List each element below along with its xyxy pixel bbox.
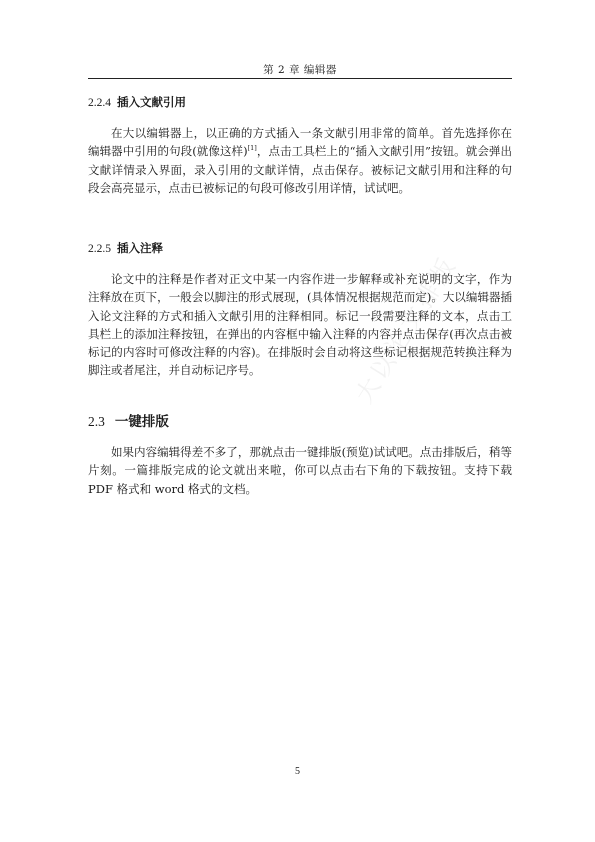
- citation-mark[interactable]: [1]: [247, 144, 257, 153]
- section-number: 2.2.5: [88, 243, 111, 255]
- header-rule: [88, 78, 512, 79]
- section-heading-2-3: [88, 410, 169, 430]
- section-paragraph-2-2-5: [88, 270, 512, 380]
- section-paragraph-2-2-4: [88, 124, 512, 197]
- running-header: 第 2 章 编辑器: [263, 64, 337, 76]
- paragraph-text: 论文中的注释是作者对正文中某一内容作进一步解释或补充说明的文字，作为注释放在页下，一般会以脚注的形式展现，(具体情况根据规范而定)。大以编辑器插入论文注释的方式和插入文献引用的注释相同。标记一段需要注释的文本，点击工具栏上的添加注释按钮，在弹出的内容框中输入注释的内容并点击保存(再次点击被标记的内容时可修改注释的内容)。在排版时会自动将这些标记根据规范转换注释为脚注或者尾注，并自动标记序号。: [88, 272, 512, 378]
- paragraph-text: ，点击工具栏上的“插入文献引用”按钮。就会弹出文献详情录入界面，录入引用的文献详情，点击保存。被标记文献引用和注释的句段会高亮显示，点击已被标记的句段可修改引用详情，试试吧。: [88, 144, 512, 195]
- paragraph-text: 如果内容编辑得差不多了，那就点击一键排版(预览)试试吧。点击排版后，稍等片刻。一篇排版完成的论文就出来啦，你可以点击右下角的下载按钮。支持下载 PDF 格式和 word 格式的文档。: [88, 445, 512, 496]
- section-title: 插入文献引用: [117, 95, 186, 109]
- section-title: 插入注释: [117, 241, 163, 255]
- section-heading-2-2-4: [88, 94, 186, 110]
- watermark: 大以论文排版: [350, 250, 463, 409]
- paragraph-text: 在大以编辑器上，以正确的方式插入一条文献引用非常的简单。首先选择你在编辑器中引用的句段(就像这样): [88, 126, 512, 159]
- section-number: 2.2.4: [88, 97, 111, 109]
- section-heading-2-2-5: [88, 240, 163, 256]
- section-paragraph-2-3: [88, 443, 512, 498]
- section-number: 2.3: [88, 414, 105, 429]
- page-number: 5: [295, 766, 300, 777]
- section-title: 一键排版: [114, 414, 169, 430]
